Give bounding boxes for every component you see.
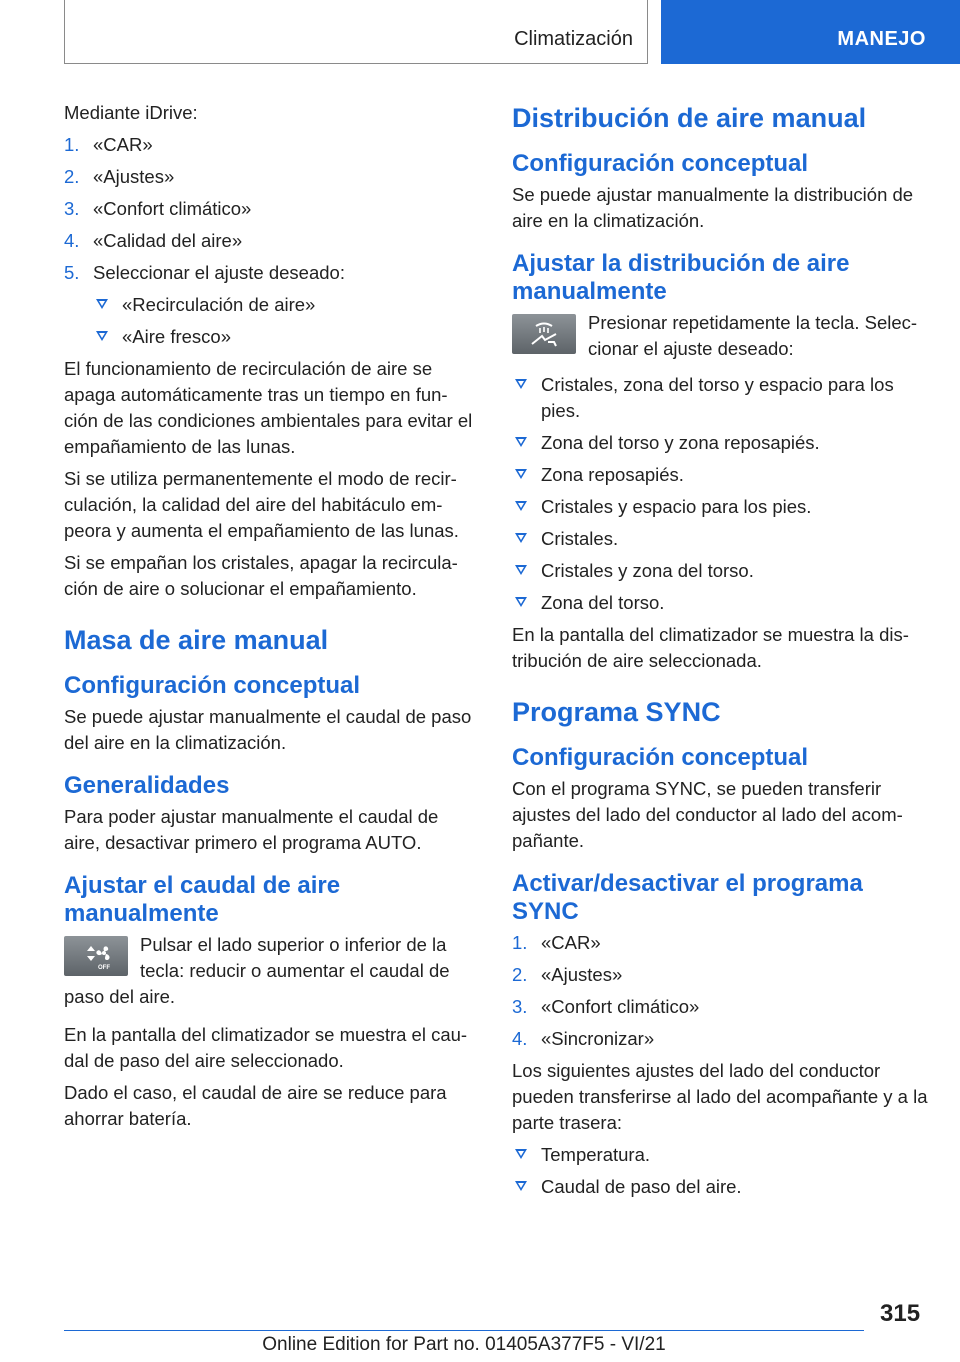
step-text: «Ajustes» (541, 964, 623, 985)
heading-masa-aire: Masa de aire manual (64, 625, 329, 655)
header-section-title: Climatización (514, 28, 633, 50)
paragraph: Pulsar el lado superior o inferior de la tecla: reducir o aumentar el caudal de paso del aire. (64, 934, 450, 1007)
step-number: 1. (512, 932, 528, 953)
step-number: 4. (512, 1028, 528, 1049)
paragraph: Los siguientes ajustes del lado del conductor pueden transferirse al lado del acompañante y a la parte trasera: (512, 1060, 928, 1133)
distribution-key-paragraph (512, 310, 928, 362)
step-number: 3. (512, 996, 528, 1017)
step-text: «Confort climático» (541, 996, 700, 1017)
bullet-text: Cristales y espacio para los pies. (541, 496, 812, 517)
heading-programa-sync: Programa SYNC (512, 697, 721, 727)
bullet-text: Temperatura. (541, 1144, 650, 1165)
left-column (64, 100, 478, 1138)
bullet-triangle-icon (515, 1149, 527, 1159)
list-item (512, 962, 928, 988)
step-number: 1. (64, 134, 80, 155)
distribution-options-list (512, 372, 928, 616)
step-text: «Sincronizar» (541, 1028, 655, 1049)
page-number: 315 (880, 1300, 921, 1327)
bullet-triangle-icon (515, 501, 527, 511)
paragraph: En la pantalla del climatizador se muestra la dis‐ tribución de aire seleccionada. (512, 624, 909, 671)
paragraph: Se puede ajustar manualmente la distribución de aire en la climatización. (512, 184, 914, 231)
fan-speed-key-icon (64, 936, 128, 976)
idrive-steps (64, 132, 478, 286)
step-text: Seleccionar el ajuste deseado: (93, 262, 345, 283)
header-section-box (64, 0, 648, 64)
paragraph: En la pantalla del climatizador se muestra el cau‐ dal de paso del aire seleccionado. (64, 1024, 468, 1071)
list-item (512, 1026, 928, 1052)
step-number: 3. (64, 198, 80, 219)
bullet-triangle-icon (515, 533, 527, 543)
header-chapter-label: MANEJO (837, 28, 926, 50)
bullet-text: Cristales, zona del torso y espacio para los pies. (541, 374, 894, 421)
bullet-triangle-icon (515, 379, 527, 389)
list-item (64, 228, 478, 254)
paragraph: Dado el caso, el caudal de aire se reduce para ahorrar batería. (64, 1082, 447, 1129)
paragraph: Presionar repetidamente la tecla. Selec‐ cionar el ajuste deseado: (588, 312, 918, 359)
step-text: «Ajustes» (93, 166, 175, 187)
bullet-triangle-icon (515, 565, 527, 575)
bullet-triangle-icon (515, 597, 527, 607)
list-item (512, 558, 928, 584)
heading-ajustar-distribucion: Ajustar la distribución de aire manualmente (512, 250, 850, 305)
list-item (512, 1174, 928, 1200)
list-item (64, 260, 478, 286)
heading-ajustar-caudal: Ajustar el caudal de aire manualmente (64, 872, 341, 927)
off-label: OFF (98, 965, 110, 971)
step-number: 5. (64, 262, 80, 283)
heading-configuracion: Configuración conceptual (512, 744, 809, 771)
fan-key-paragraph (64, 932, 478, 1010)
bullet-text: Cristales. (541, 528, 619, 549)
paragraph: Si se empañan los cristales, apagar la recircula‐ ción de aire o solucionar el empañamiento. (64, 552, 458, 599)
sync-steps (512, 930, 928, 1052)
paragraph: Con el programa SYNC, se pueden transferir ajustes del lado del conductor al lado del acom‐ pañante. (512, 778, 903, 851)
list-item (512, 372, 928, 424)
footer-edition: Online Edition for Part no. 01405A377F5 - VI/21 (262, 1334, 666, 1355)
step-text: «CAR» (541, 932, 601, 953)
header-chapter-tab[interactable] (661, 0, 960, 64)
footer-divider (64, 1330, 864, 1331)
bullet-text: Zona reposapiés. (541, 464, 684, 485)
substep-list (64, 292, 478, 350)
list-item (512, 462, 928, 488)
step-text: «Confort climático» (93, 198, 252, 219)
bullet-triangle-icon (96, 331, 108, 341)
bullet-text: «Aire fresco» (122, 326, 231, 347)
heading-activar-sync: Activar/desactivar el programa SYNC (512, 870, 863, 925)
list-item (512, 1142, 928, 1168)
heading-generalidades: Generalidades (64, 772, 230, 799)
idrive-intro: Mediante iDrive: (64, 102, 198, 123)
step-text: «CAR» (93, 134, 153, 155)
list-item (93, 292, 478, 318)
list-item (93, 324, 478, 350)
list-item (512, 590, 928, 616)
bullet-text: Caudal de paso del aire. (541, 1176, 742, 1197)
bullet-triangle-icon (515, 437, 527, 447)
paragraph: El funcionamiento de recirculación de aire se apaga automáticamente tras un tiempo en fun‐ ción de las condiciones ambientales para evitar el empañamiento de las lunas. (64, 358, 473, 457)
step-text: «Calidad del aire» (93, 230, 243, 251)
heading-distribucion: Distribución de aire manual (512, 103, 867, 133)
list-item (512, 430, 928, 456)
list-item (512, 994, 928, 1020)
list-item (64, 196, 478, 222)
list-item (512, 930, 928, 956)
step-number: 4. (64, 230, 80, 251)
bullet-text: Cristales y zona del torso. (541, 560, 754, 581)
bullet-triangle-icon (96, 299, 108, 309)
heading-configuracion: Configuración conceptual (512, 150, 809, 177)
bullet-text: Zona del torso. (541, 592, 665, 613)
bullet-text: Zona del torso y zona reposapiés. (541, 432, 820, 453)
bullet-triangle-icon (515, 469, 527, 479)
air-distribution-key-icon (512, 314, 576, 354)
list-item (64, 132, 478, 158)
heading-configuracion: Configuración conceptual (64, 672, 361, 699)
paragraph: Para poder ajustar manualmente el caudal de aire, desactivar primero el programa AUTO. (64, 806, 439, 853)
bullet-triangle-icon (515, 1181, 527, 1191)
step-number: 2. (512, 964, 528, 985)
right-column (512, 100, 928, 1206)
transfer-list (512, 1142, 928, 1200)
list-item (64, 164, 478, 190)
bullet-text: «Recirculación de aire» (122, 294, 316, 315)
paragraph: Si se utiliza permanentemente el modo de recir‐ culación, la calidad del aire del habitáculo em‐ peora y aumenta el empañamiento de las lunas. (64, 468, 459, 541)
list-item (512, 526, 928, 552)
list-item (512, 494, 928, 520)
paragraph: Se puede ajustar manualmente el caudal de paso del aire en la climatización. (64, 706, 472, 753)
step-number: 2. (64, 166, 80, 187)
